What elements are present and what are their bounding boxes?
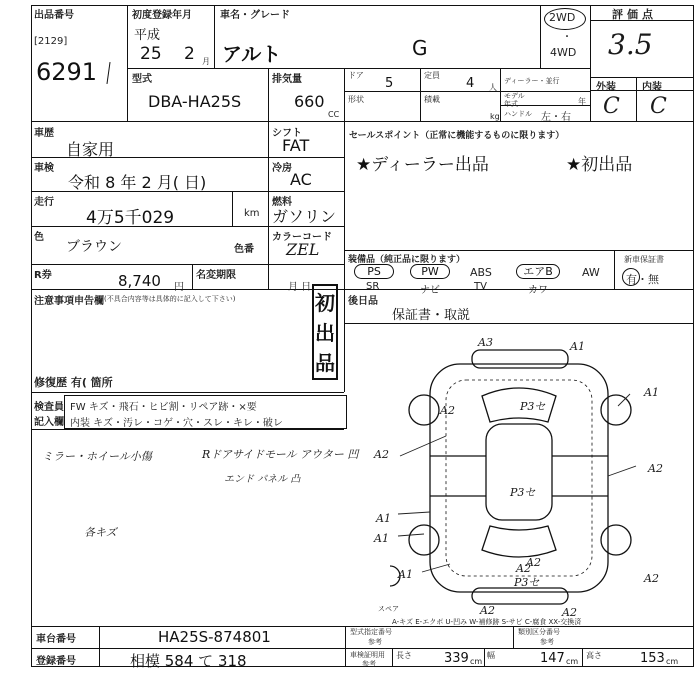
- caution-sub: (不具合内容等は具体的に記入して下さい): [104, 295, 236, 303]
- damage-mark: A1: [376, 512, 391, 525]
- equip-navi: ナビ: [420, 285, 440, 296]
- color-label: 色: [34, 232, 44, 243]
- divider: [614, 250, 615, 289]
- divider: [392, 648, 393, 667]
- equip-airbag: エアB: [516, 264, 560, 279]
- plate-label: 登録番号: [36, 656, 76, 667]
- divider: [214, 5, 215, 68]
- car-roof: [486, 424, 552, 520]
- doors-label: ドア: [348, 71, 364, 80]
- points-title: セールスポイント（正常に機能するものに限ります）: [349, 131, 565, 141]
- panel-dashed: [446, 380, 592, 576]
- wheel-front-left: [409, 395, 439, 425]
- lot-number: 6291: [36, 58, 98, 86]
- chassis: HA25S-874801: [158, 628, 271, 646]
- divider: [268, 68, 269, 121]
- sales-point-2: ★初出品: [566, 155, 633, 175]
- yen-unit: 円: [174, 282, 184, 293]
- reg-year: 25: [140, 44, 162, 64]
- mark-leader: [398, 534, 424, 536]
- damage-mark: A1: [374, 532, 389, 545]
- divider: [513, 626, 514, 648]
- mark-leader: [422, 564, 450, 572]
- damage-mark: A2: [562, 606, 577, 619]
- lot-label: 出品番号: [34, 10, 74, 21]
- width: 147: [540, 651, 565, 666]
- sales-point-1: ★ディーラー出品: [356, 155, 489, 175]
- plate: 相模 584 て 318: [130, 652, 247, 670]
- damage-mark: A2: [648, 462, 663, 475]
- damage-mark: A2: [644, 572, 659, 585]
- interior-label: 内装: [642, 82, 662, 93]
- color: ブラウン: [66, 239, 122, 255]
- cert-label: 車検証明用: [350, 651, 385, 659]
- ac: AC: [290, 170, 312, 189]
- era: 平成: [134, 28, 161, 43]
- car-body-outline: [430, 364, 608, 592]
- divider: [344, 121, 345, 289]
- wheel-front-right: [601, 395, 631, 425]
- divider: [344, 323, 694, 324]
- damage-mark: A1: [644, 386, 659, 399]
- width-label: 幅: [487, 651, 495, 660]
- displacement-label: 排気量: [272, 74, 302, 85]
- inspector-row-2: 内装 キズ・汚レ・コゲ・穴・スレ・キレ・破レ: [70, 418, 283, 429]
- length: 339: [444, 651, 469, 666]
- model: DBA-HA25S: [148, 92, 242, 111]
- divider: [500, 68, 501, 121]
- divider: [31, 121, 694, 122]
- divider: [540, 5, 541, 68]
- recycle: 8,740: [118, 272, 161, 290]
- name-label: 車名・グレード: [220, 10, 290, 21]
- ac-label: 冷房: [272, 163, 292, 174]
- divider: [590, 5, 591, 121]
- divider: [345, 626, 346, 667]
- shape-label: 形状: [348, 95, 364, 104]
- damage-mark: P3セ: [510, 486, 536, 499]
- divider: [582, 648, 583, 667]
- equip-aw: AW: [582, 266, 600, 279]
- equip-sr: SR: [366, 281, 380, 292]
- length-unit: cm: [470, 657, 483, 666]
- divider: [31, 392, 344, 393]
- reg-month: 2: [184, 44, 195, 64]
- damage-mark: A1: [398, 568, 413, 581]
- damage-mark: A2: [516, 562, 531, 575]
- inspector-note-2: Rドアサイドモール アウター 凹: [202, 448, 359, 461]
- damage-mark: P3セ: [520, 400, 546, 413]
- mark-leader: [398, 512, 430, 514]
- damage-mark: A2: [480, 604, 495, 617]
- fuel: ガソリン: [272, 207, 337, 226]
- mileage: 4万5千029: [86, 208, 175, 228]
- damage-mark: P3セ: [514, 576, 540, 589]
- usage-label: 車歴: [34, 128, 54, 139]
- lot-code: [2129]: [34, 36, 68, 47]
- inspector-row-1: FW キズ・飛石・ヒビ割・リペア跡・×要: [70, 402, 257, 413]
- exterior-label: 外装: [596, 82, 616, 93]
- recycle-label: R券: [34, 270, 52, 281]
- drive-2wd: 2WD: [549, 11, 576, 24]
- height-label: 高さ: [586, 651, 602, 660]
- damage-mark: A1: [570, 340, 585, 353]
- divider: [420, 68, 421, 121]
- later-items: 保証書・取説: [392, 308, 471, 323]
- damage-mark: A2: [440, 404, 455, 417]
- color-code-label: カラーコード: [272, 232, 332, 243]
- wheel-rear-left: [409, 525, 439, 555]
- displacement: 660: [294, 92, 325, 111]
- mark-leader: [608, 466, 636, 476]
- handle-value: 左・右: [541, 112, 571, 123]
- score: 3.5: [608, 28, 653, 61]
- mark-leader: [400, 436, 446, 456]
- interior-grade: C: [650, 94, 667, 119]
- inspector-label-1: 検査員: [34, 402, 64, 413]
- shift-label: シフト: [272, 128, 302, 139]
- inspection-label: 車検: [34, 163, 54, 174]
- shift: FAT: [282, 136, 310, 155]
- cert-ref: 参考: [362, 660, 376, 668]
- equip-pw: PW: [410, 264, 450, 279]
- category-label: 類別区分番号: [518, 628, 560, 636]
- inspector-note-3: エンド パネル 凸: [224, 474, 301, 485]
- handle-label: ハンドル: [504, 110, 532, 118]
- name-change-label: 名変期限: [196, 270, 236, 281]
- km-unit: km: [244, 208, 260, 219]
- later-label: 後日品: [348, 296, 378, 307]
- damage-mark: A2: [526, 556, 541, 569]
- drive-dot: ・: [562, 32, 572, 43]
- seats-unit: 人: [489, 83, 497, 92]
- kg-unit: kg: [490, 112, 500, 121]
- doors: 5: [385, 76, 394, 91]
- divider: [344, 68, 345, 121]
- divider: [127, 68, 590, 69]
- equip-ps: PS: [354, 264, 394, 279]
- car-rear-window: [482, 526, 556, 557]
- first-reg-label: 初度登録年月: [132, 10, 192, 21]
- divider: [232, 191, 233, 226]
- seats: 4: [466, 76, 475, 91]
- damage-legend: A-キズ E-エクボ U-凹み W-補修跡 S-サビ C-腐食 XX-交換済: [392, 618, 582, 626]
- inspector-note-1: ミラー・ホイール小傷: [42, 450, 152, 463]
- inspection: 令和 8 年 2 月( 日): [68, 173, 207, 192]
- month-unit: 月: [202, 57, 210, 66]
- usage: 自家用: [66, 140, 115, 159]
- divider: [484, 648, 485, 667]
- drive-4wd: 4WD: [550, 46, 577, 59]
- length-label: 長さ: [396, 651, 412, 660]
- warranty-label: 新車保証書: [624, 255, 664, 264]
- inspector-label-2: 記入欄: [34, 417, 64, 428]
- divider: [344, 91, 590, 92]
- cc-unit: CC: [328, 110, 340, 119]
- year-unit: 年: [578, 97, 586, 106]
- height-unit: cm: [666, 657, 679, 666]
- caution-label: 注意事項申告欄: [34, 296, 104, 307]
- seats-label: 定員: [424, 71, 440, 80]
- grade: G: [412, 36, 428, 60]
- divider: [31, 264, 344, 265]
- divider: [344, 250, 694, 251]
- dealer-label: ディーラー・並行: [504, 77, 560, 85]
- equip-abs: ABS: [470, 266, 492, 279]
- divider: [127, 5, 128, 121]
- type-designation-label: 型式指定番号: [350, 628, 392, 636]
- fuel-label: 燃料: [272, 197, 292, 208]
- width-unit: cm: [566, 657, 579, 666]
- load-label: 積載: [424, 95, 440, 104]
- name-change-date: 月 日: [288, 282, 312, 293]
- height: 153: [640, 651, 665, 666]
- repair-history: 修復歴 有( 箇所: [34, 376, 113, 389]
- model-label: 型式: [132, 74, 152, 85]
- equip-leather: カワ: [528, 285, 548, 296]
- car-name: アルト: [222, 42, 282, 66]
- divider: [344, 289, 345, 392]
- model-year-label: モデル年式: [504, 92, 525, 108]
- divider: [31, 429, 344, 430]
- car-front-bumper: [472, 350, 568, 368]
- damage-mark: A2: [374, 448, 389, 461]
- mileage-label: 走行: [34, 197, 54, 208]
- divider: [99, 626, 100, 667]
- chassis-label: 車台番号: [36, 634, 76, 645]
- category-ref: 参考: [540, 638, 554, 646]
- wheel-rear-right: [601, 525, 631, 555]
- spare-label: スペア: [378, 605, 399, 613]
- equip-tv: TV: [474, 281, 487, 292]
- exterior-grade: C: [603, 94, 620, 119]
- car-rear-bumper: [472, 588, 568, 604]
- color-code: ZEL: [286, 240, 320, 259]
- divider: [192, 264, 193, 289]
- divider: [31, 648, 694, 649]
- stamp-text: 初出品: [315, 291, 335, 375]
- divider: [636, 77, 637, 121]
- equipment-title: 装備品（純正品に限ります）: [348, 255, 466, 265]
- warranty: 有・無: [626, 273, 659, 286]
- score-label: 評価点: [612, 8, 657, 21]
- type-designation-ref: 参考: [368, 638, 382, 646]
- damage-mark: A3: [478, 336, 493, 349]
- color-num-label: 色番: [234, 244, 254, 255]
- inspector-note-4: 各キズ: [84, 526, 117, 539]
